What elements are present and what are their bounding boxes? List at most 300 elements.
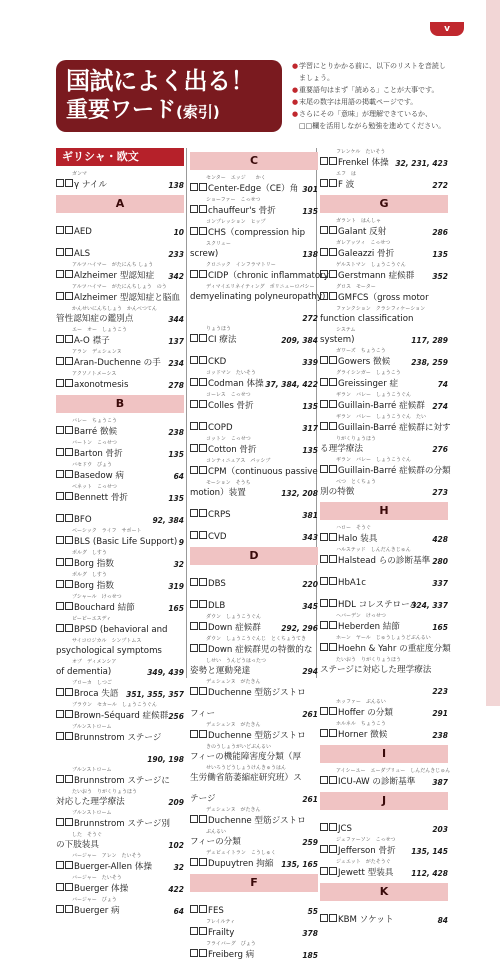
- checkbox[interactable]: [65, 732, 73, 740]
- checkbox[interactable]: [65, 861, 73, 869]
- checkbox[interactable]: [65, 248, 73, 256]
- entry-term: Basedow 病: [74, 471, 124, 481]
- index-entry: [56, 461, 184, 482]
- checkbox[interactable]: [56, 905, 64, 913]
- entry-term: AED: [74, 227, 92, 237]
- page-reference: 261: [302, 710, 318, 719]
- index-entry: [56, 549, 184, 570]
- checkbox[interactable]: [56, 514, 64, 522]
- index-entry: [320, 656, 448, 676]
- checkbox[interactable]: [329, 707, 337, 715]
- checkbox[interactable]: [199, 687, 207, 695]
- checkbox[interactable]: [320, 292, 328, 300]
- checkbox[interactable]: [56, 580, 64, 588]
- checkbox[interactable]: [329, 577, 337, 585]
- checkbox[interactable]: [329, 555, 337, 563]
- checkbox[interactable]: [320, 776, 328, 784]
- entry-term: ステージに対応した理学療法: [320, 665, 432, 675]
- checkbox[interactable]: [190, 600, 198, 608]
- entry-term: の下肢装具: [56, 840, 99, 850]
- index-entry: [56, 417, 184, 438]
- checkbox[interactable]: [65, 710, 73, 718]
- checkbox[interactable]: [190, 356, 198, 364]
- checkbox[interactable]: [56, 448, 64, 456]
- checkbox[interactable]: [65, 179, 73, 187]
- checkbox[interactable]: [56, 248, 64, 256]
- furigana: ジュエット がたそうぐ: [336, 859, 391, 865]
- index-entry: [56, 370, 184, 391]
- checkbox[interactable]: [65, 624, 73, 632]
- checkbox[interactable]: [199, 400, 207, 408]
- checkbox[interactable]: [199, 578, 207, 586]
- checkbox[interactable]: [56, 602, 64, 610]
- checkbox[interactable]: [65, 335, 73, 343]
- page-reference: 74: [437, 380, 448, 389]
- page-reference: 292, 296: [281, 624, 318, 633]
- entry-term: DBS: [208, 579, 226, 589]
- checkbox[interactable]: [199, 949, 207, 957]
- checkbox[interactable]: [199, 422, 207, 430]
- index-entry: [320, 546, 448, 567]
- checkbox[interactable]: [56, 335, 64, 343]
- entry-term: フィー: [190, 709, 216, 719]
- entry-term: F 波: [338, 180, 355, 190]
- page-reference: 280: [432, 557, 448, 566]
- entry-term: Alzheimer 型認知症と脳血: [74, 293, 180, 303]
- index-entry: [320, 836, 448, 857]
- entry-term: Buerger 病: [74, 906, 120, 916]
- checkbox[interactable]: [199, 466, 207, 474]
- checkbox[interactable]: [320, 356, 328, 364]
- entry-term: Center-Edge（CE）角: [208, 184, 299, 194]
- checkbox[interactable]: [65, 536, 73, 544]
- page-reference: 301: [302, 185, 318, 194]
- checkbox[interactable]: [199, 183, 207, 191]
- checkbox[interactable]: [56, 883, 64, 891]
- index-entry: [190, 828, 318, 848]
- page-reference: 138: [302, 250, 318, 259]
- entry-term: γ ナイル: [74, 180, 107, 190]
- index-entry: [320, 858, 448, 879]
- furigana: ダウン しょうこうぐん: [206, 614, 262, 620]
- entry-term: Greissinger 症: [338, 379, 399, 389]
- entry-term: GMFCS（gross motor: [338, 293, 429, 303]
- furigana: エー オー しょうこう: [72, 327, 128, 333]
- checkbox[interactable]: [329, 226, 337, 234]
- page-reference: 32, 231, 423: [395, 159, 448, 168]
- checkbox[interactable]: [190, 378, 198, 386]
- entry-term: Galant 反射: [338, 227, 387, 237]
- checkbox[interactable]: [190, 927, 198, 935]
- furigana: モーション そうち: [206, 480, 251, 486]
- furigana: たいおう りがくりょうほう: [72, 789, 138, 795]
- furigana: ゲルストマン しょうこうぐん: [336, 262, 406, 268]
- checkbox[interactable]: [329, 621, 337, 629]
- checkbox[interactable]: [199, 205, 207, 213]
- checkbox[interactable]: [56, 379, 64, 387]
- index-entry: [320, 305, 448, 325]
- page-reference: 135, 165: [281, 860, 318, 869]
- page-reference: 272: [432, 181, 448, 190]
- furigana: しせい うんどうはったつ: [206, 658, 267, 664]
- checkbox[interactable]: [329, 465, 337, 473]
- checkbox[interactable]: [329, 356, 337, 364]
- checkbox[interactable]: [329, 643, 337, 651]
- page-reference: 220: [302, 580, 318, 589]
- furigana: ハロー そうぐ: [336, 525, 372, 531]
- checkbox[interactable]: [329, 776, 337, 784]
- entry-term: Barré 徴候: [74, 427, 118, 437]
- entry-term: Bouchard 結節: [74, 603, 135, 613]
- checkbox[interactable]: [199, 600, 207, 608]
- entry-term: Brunnstrom ステージ別: [74, 819, 170, 829]
- entry-term: motion）装置: [190, 488, 246, 498]
- page-number-tab: v: [430, 22, 464, 36]
- entry-term: CPM（continuous passive: [208, 467, 318, 477]
- page-reference: 422: [168, 885, 184, 894]
- furigana: システム: [336, 327, 356, 333]
- checkbox[interactable]: [65, 470, 73, 478]
- furigana: フレンケル たいそう: [336, 149, 386, 155]
- entry-term: 別の特徴: [320, 487, 355, 497]
- checkbox[interactable]: [199, 927, 207, 935]
- index-entry: [320, 677, 448, 697]
- checkbox[interactable]: [190, 687, 198, 695]
- entry-term: psychological symptoms: [56, 646, 162, 656]
- entry-term: 対応した理学療法: [56, 797, 125, 807]
- intro-text: □□欄を活用しながら勉強を進めてください。: [299, 122, 446, 130]
- entry-term: CIDP（chronic inflammatory: [208, 271, 329, 281]
- checkbox[interactable]: [320, 599, 328, 607]
- checkbox[interactable]: [190, 509, 198, 517]
- checkbox[interactable]: [190, 205, 198, 213]
- checkbox[interactable]: [65, 580, 73, 588]
- checkbox[interactable]: [56, 688, 64, 696]
- index-entry: [56, 571, 184, 592]
- checkbox[interactable]: [190, 531, 198, 539]
- checkbox[interactable]: [56, 624, 64, 632]
- checkbox[interactable]: [329, 378, 337, 386]
- checkbox[interactable]: [56, 775, 64, 783]
- checkbox[interactable]: [56, 226, 64, 234]
- index-entry: [190, 657, 318, 677]
- checkbox[interactable]: [320, 555, 328, 563]
- checkbox[interactable]: [65, 492, 73, 500]
- checkbox[interactable]: [190, 444, 198, 452]
- checkbox[interactable]: [190, 905, 198, 913]
- index-entry: [190, 347, 318, 368]
- entry-term: Frailty: [208, 928, 235, 938]
- checkbox[interactable]: [329, 400, 337, 408]
- checkbox[interactable]: [190, 622, 198, 630]
- page-reference: 344: [168, 315, 184, 324]
- entry-term: Buerger 体操: [74, 884, 129, 894]
- checkbox[interactable]: [65, 558, 73, 566]
- entry-term: 管性認知症の鑑別点: [56, 314, 134, 324]
- checkbox[interactable]: [199, 622, 207, 630]
- entry-term: screw): [190, 249, 219, 259]
- checkbox[interactable]: [56, 357, 64, 365]
- checkbox[interactable]: [199, 644, 207, 652]
- checkbox[interactable]: [320, 248, 328, 256]
- checkbox[interactable]: [320, 729, 328, 737]
- furigana: コッドマン たいそう: [206, 370, 256, 376]
- checkbox[interactable]: [56, 292, 64, 300]
- entry-term: 姿勢と運動発達: [190, 666, 251, 676]
- furigana: デュシェンヌ がたきん: [206, 807, 261, 813]
- checkbox[interactable]: [329, 292, 337, 300]
- checkbox[interactable]: [320, 157, 328, 165]
- checkbox[interactable]: [56, 818, 64, 826]
- page-reference: 185: [302, 951, 318, 960]
- checkbox[interactable]: [329, 248, 337, 256]
- checkbox[interactable]: [190, 815, 198, 823]
- checkbox[interactable]: [320, 422, 328, 430]
- checkbox[interactable]: [65, 602, 73, 610]
- index-entry: [56, 439, 184, 460]
- checkbox[interactable]: [199, 905, 207, 913]
- checkbox[interactable]: [65, 688, 73, 696]
- checkbox[interactable]: [320, 465, 328, 473]
- checkbox[interactable]: [320, 643, 328, 651]
- checkbox[interactable]: [56, 710, 64, 718]
- page-reference: 102: [168, 841, 184, 850]
- furigana: ベーシック ライフ サポート: [72, 528, 142, 534]
- page-reference: 117, 289: [411, 336, 448, 345]
- checkbox[interactable]: [65, 292, 73, 300]
- index-entry: [190, 896, 318, 917]
- page-reference: 276: [432, 445, 448, 454]
- entry-term: Borg 指数: [74, 581, 114, 591]
- checkbox[interactable]: [199, 444, 207, 452]
- checkbox[interactable]: [65, 448, 73, 456]
- checkbox[interactable]: [320, 867, 328, 875]
- index-entry: [56, 283, 184, 304]
- index-entry: [320, 814, 448, 835]
- checkbox[interactable]: [199, 730, 207, 738]
- checkbox[interactable]: [199, 270, 207, 278]
- checkbox[interactable]: [190, 422, 198, 430]
- page-reference: 378: [302, 929, 318, 938]
- checkbox[interactable]: [65, 514, 73, 522]
- furigana: ホッファー ぶんるい: [336, 699, 386, 705]
- checkbox[interactable]: [56, 179, 64, 187]
- title-box: [56, 60, 282, 132]
- checkbox[interactable]: [199, 334, 207, 342]
- page-reference: 238, 259: [411, 358, 448, 367]
- index-entry: [320, 239, 448, 260]
- furigana: ディマイエリネイティング ポリニューロパシー: [206, 284, 315, 290]
- index-entry: [320, 217, 448, 238]
- entry-term: CKD: [208, 357, 227, 367]
- checkbox[interactable]: [56, 861, 64, 869]
- entry-term: Bennett 骨折: [74, 493, 129, 503]
- checkbox[interactable]: [329, 599, 337, 607]
- section-header: D: [190, 547, 318, 565]
- checkbox[interactable]: [65, 379, 73, 387]
- entry-term: Gowers 徴候: [338, 357, 391, 367]
- furigana: ボルグ しすう: [72, 572, 107, 578]
- index-entry: [320, 435, 448, 455]
- checkbox[interactable]: [190, 858, 198, 866]
- index-entry: [190, 635, 318, 656]
- index-entry: [190, 569, 318, 590]
- entry-term: Colles 骨折: [208, 401, 254, 411]
- checkbox[interactable]: [190, 644, 198, 652]
- checkbox[interactable]: [320, 823, 328, 831]
- index-entry: [320, 720, 448, 741]
- column-divider: [186, 148, 187, 678]
- entry-term: chauffeur's 骨折: [208, 206, 276, 216]
- checkbox[interactable]: [199, 227, 207, 235]
- checkbox[interactable]: [56, 426, 64, 434]
- checkbox[interactable]: [320, 400, 328, 408]
- checkbox[interactable]: [329, 729, 337, 737]
- furigana: ブローカ しつご: [72, 680, 112, 686]
- checkbox[interactable]: [320, 707, 328, 715]
- checkbox[interactable]: [329, 422, 337, 430]
- index-entry: [56, 217, 184, 238]
- checkbox[interactable]: [199, 531, 207, 539]
- checkbox[interactable]: [65, 883, 73, 891]
- furigana: せいろうどうしょうけんきゅうはん: [206, 765, 287, 771]
- checkbox[interactable]: [199, 509, 207, 517]
- intro-line: [292, 108, 467, 120]
- checkbox[interactable]: [190, 949, 198, 957]
- checkbox[interactable]: [199, 815, 207, 823]
- entry-term: Duchenne 型筋ジストロ: [208, 816, 306, 826]
- index-entry: [56, 348, 184, 369]
- furigana: コンティニュアス パッシブ: [206, 458, 271, 464]
- furigana: フライバーグ びょう: [206, 941, 256, 947]
- checkbox[interactable]: [65, 226, 73, 234]
- index-entry: [190, 283, 326, 303]
- checkbox[interactable]: [190, 183, 198, 191]
- furigana: たいおう りがくりょうほう: [336, 657, 402, 663]
- entry-term: Jewett 型装具: [338, 868, 394, 878]
- index-column-1: [56, 148, 184, 918]
- checkbox[interactable]: [56, 270, 64, 278]
- checkbox[interactable]: [65, 775, 73, 783]
- entry-term: BFO: [74, 515, 92, 525]
- checkbox[interactable]: [56, 492, 64, 500]
- checkbox[interactable]: [65, 905, 73, 913]
- page-reference: 32: [173, 863, 184, 872]
- checkbox[interactable]: [320, 270, 328, 278]
- checkbox[interactable]: [320, 378, 328, 386]
- checkbox[interactable]: [56, 470, 64, 478]
- checkbox[interactable]: [329, 823, 337, 831]
- checkbox[interactable]: [320, 577, 328, 585]
- checkbox[interactable]: [56, 536, 64, 544]
- checkbox[interactable]: [190, 400, 198, 408]
- page-reference: 132, 208: [281, 489, 318, 498]
- furigana: ホーン ヤール じゅうしょうどぶんるい: [336, 635, 431, 641]
- checkbox[interactable]: [329, 867, 337, 875]
- page-reference: 343: [302, 533, 318, 542]
- checkbox[interactable]: [190, 334, 198, 342]
- furigana: ブルンストローム: [72, 767, 112, 773]
- index-entry: [190, 764, 318, 784]
- entry-term: Heberden 結節: [338, 622, 400, 632]
- checkbox[interactable]: [65, 426, 73, 434]
- checkbox[interactable]: [320, 621, 328, 629]
- furigana: アクソノトメーシス: [72, 371, 117, 377]
- checkbox[interactable]: [320, 914, 328, 922]
- page-reference: 381: [302, 511, 318, 520]
- index-entry: [56, 788, 184, 808]
- furigana: サイコロジカル シンプトムス: [72, 638, 142, 644]
- checkbox[interactable]: [199, 356, 207, 364]
- entry-term: JCS: [338, 824, 352, 834]
- index-entry: [56, 658, 184, 678]
- checkbox[interactable]: [190, 466, 198, 474]
- index-entry: [190, 196, 318, 217]
- checkbox[interactable]: [56, 558, 64, 566]
- page-reference: 64: [173, 472, 184, 481]
- checkbox[interactable]: [329, 845, 337, 853]
- checkbox[interactable]: [329, 179, 337, 187]
- furigana: ベネット こっせつ: [72, 484, 117, 490]
- entry-term: ALS: [74, 249, 91, 259]
- furigana: クロニック インフラマトリー: [206, 262, 276, 268]
- page-reference: 165: [168, 604, 184, 613]
- checkbox[interactable]: [320, 226, 328, 234]
- furigana: バージャー たいそう: [72, 875, 122, 881]
- furigana: バセドウ びょう: [72, 462, 113, 468]
- checkbox[interactable]: [65, 357, 73, 365]
- entry-term: Horner 徴候: [338, 730, 388, 740]
- title-paren: (索引): [176, 103, 220, 121]
- entry-term: Barton 骨折: [74, 449, 123, 459]
- furigana: ガンマ: [72, 171, 88, 177]
- page-reference: 135, 145: [411, 847, 448, 856]
- furigana: ブラウン セカール しょうこうぐん: [72, 702, 157, 708]
- furigana: グロス モーター: [336, 284, 376, 290]
- index-entry: [56, 527, 184, 548]
- page-reference: 84: [437, 916, 448, 925]
- checkbox[interactable]: [320, 845, 328, 853]
- checkbox[interactable]: [199, 858, 207, 866]
- checkbox[interactable]: [329, 533, 337, 541]
- checkbox[interactable]: [190, 227, 198, 235]
- checkbox[interactable]: [329, 270, 337, 278]
- furigana: べつ とくちょう: [336, 479, 377, 485]
- index-entry: [190, 391, 318, 412]
- checkbox[interactable]: [199, 378, 207, 386]
- checkbox[interactable]: [190, 730, 198, 738]
- page-reference: 261: [302, 795, 318, 804]
- entry-term: Frenkel 体操: [338, 158, 389, 168]
- index-entry: [320, 590, 448, 611]
- page-reference: 55: [307, 907, 318, 916]
- index-entry: [56, 679, 184, 700]
- checkbox[interactable]: [329, 914, 337, 922]
- furigana: オブ ディメンシア: [72, 659, 117, 665]
- checkbox[interactable]: [190, 270, 198, 278]
- checkbox[interactable]: [65, 818, 73, 826]
- index-entry: [56, 723, 184, 744]
- checkbox[interactable]: [190, 578, 198, 586]
- entry-term: Hoffer の分類: [338, 708, 393, 718]
- checkbox[interactable]: [320, 179, 328, 187]
- checkbox[interactable]: [65, 270, 73, 278]
- checkbox[interactable]: [56, 732, 64, 740]
- checkbox[interactable]: [320, 533, 328, 541]
- page-reference: 351, 355, 357: [126, 690, 184, 699]
- furigana: アイシーユー エーダブリュー しんだんきじゅん: [336, 768, 451, 774]
- checkbox[interactable]: [329, 157, 337, 165]
